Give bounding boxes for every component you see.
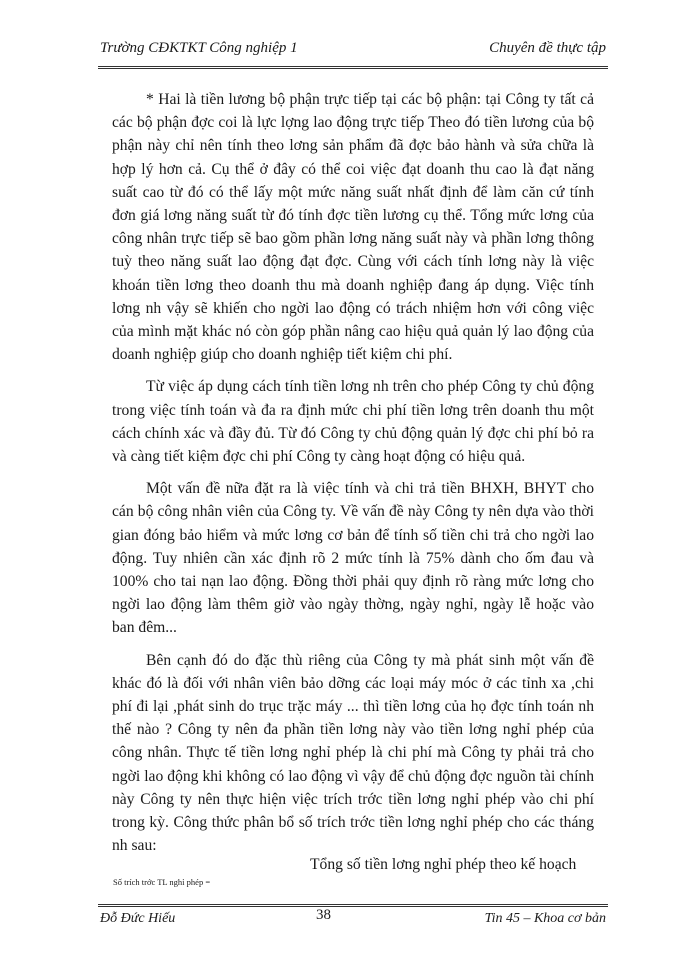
footer-class: Tin 45 – Khoa cơ bản [484, 911, 606, 926]
page-header [98, 38, 608, 69]
paragraph: * Hai là tiền lương bộ phận trực tiếp tại các bộ phận: tại Công ty tất cả các bộ phận đợc coi là lực lợng lao động trực tiếp Theo đó tiền lương của bộ phận này chỉ nên tính theo lơng sản phẩm đã đợc bảo hành và sửa chữa là hợp lý hơn cả. Cụ thể ở đây có thể coi việc đạt doanh thu cao là đạt năng suất cao từ đó có thể lấy một mức năng suất nhất định để làm căn cứ tính đơn giá lơng năng suất từ đó tính đợc tiền lương cụ thể. Tổng mức lơng của công nhân trực tiếp sẽ bao gồm phần lơng năng suất này và phần lơng thông tuỳ theo năng suất lao động đạt đợc. Cùng với cách tính lơng này là việc khoán tiền lơng theo doanh thu mà doanh nghiệp đang áp dụng. Việc tính lơng nh vậy sẽ khiến cho ngời lao động có trách nhiệm hơn với công việc của mình mặt khác nó còn góp phần nâng cao hiệu quả quản lý lao động của doanh nghiệp giúp cho doanh nghiệp tiết kiệm chi phí. [112, 91, 594, 364]
header-school-name: Trường CĐKTKT Công nghiệp 1 [100, 40, 298, 56]
paragraph: Bên cạnh đó do đặc thù riêng của Công ty mà phát sinh một vấn đề khác đó là đối với nhân viên bảo dỡng các loại máy móc ở các tỉnh xa ,chi phí đi lại ,phát sinh do trục trặc máy ... thì tiền lơng của họ đợc tính toán nh thế nào ? Công ty nên đa phần tiền lơng này vào tiền lơng nghỉ phép của công nhân. Thực tế tiền lơng nghỉ phép là chi phí mà Công ty phải trả cho ngời lao động khi không có lao động vì vậy để chủ động đợc nguồn tài chính này Công ty nên thực hiện việc trích trớc tiền lơng nghỉ phép vào chi phí trong kỳ. Công thức phân bổ số trích trớc tiền lơng nghỉ phép cho các tháng nh sau: [112, 651, 594, 855]
body-text [112, 88, 594, 867]
paragraph: Từ việc áp dụng cách tính tiền lơng nh trên cho phép Công ty chủ động trong việc tính toán và đa ra định mức chi phí tiền lơng trên doanh thu một cách chính xác và đầy đủ. Từ đó Công ty chủ động quản lý đợc chi phí bỏ ra và càng tiết kiệm đợc chi phí Công ty càng hoạt động có hiệu quả. [112, 378, 594, 466]
footer-author: Đỗ Đức Hiếu [100, 911, 176, 926]
page-footer [98, 904, 608, 927]
header-document-title: Chuyên đề thực tập [489, 40, 606, 56]
paragraph: Một vấn đề nữa đặt ra là việc tính và chi trả tiền BHXH, BHYT cho cán bộ công nhân viên của Công ty. Về vấn đề này Công ty nên dựa vào thời gian đóng bảo hiểm và mức lơng cơ bản để tính số tiền chi trả cho ngời lao động. Tuy nhiên cần xác định rõ 2 mức tính là 75% dành cho ốm đau và 100% cho tai nạn lao động. Đồng thời phải quy định rõ ràng mức lơng cho ngời lao động làm thêm giờ vào ngày thờng, ngày nghỉ, ngày lễ hoặc vào ban đêm... [112, 480, 594, 637]
page-number: 38 [316, 907, 331, 923]
formula-label: Số trích trớc TL nghỉ phép = [113, 877, 211, 887]
formula-numerator: Tổng số tiền lơng nghỉ phép theo kế hoạch [310, 856, 577, 873]
